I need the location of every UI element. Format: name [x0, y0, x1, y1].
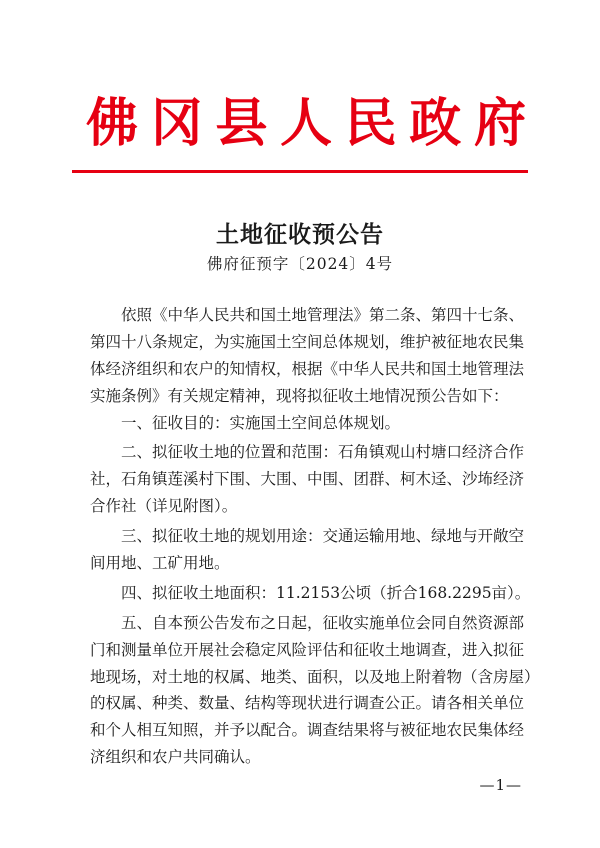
- body-line: 体经济组织和农户的知情权，根据《中华人民共和国土地管理法: [90, 359, 525, 378]
- header-char: 民: [344, 93, 397, 154]
- issuer-header: [86, 92, 526, 156]
- body-line: 间用地、工矿用地。: [90, 554, 230, 573]
- document-number: 佛府征预字〔2024〕4号: [206, 255, 394, 273]
- body-line: 社，石角镇莲溪村下围、大围、中围、团群、柯木迳、沙㘵经济: [90, 470, 525, 489]
- header-char: 县: [215, 93, 268, 154]
- document-title: 土地征收预公告: [216, 221, 384, 248]
- body-line: 四、拟征收土地面积：11.2153公顷（折合168.2295亩）。: [121, 583, 531, 602]
- body-line: 合作社（详见附图）。: [90, 497, 238, 516]
- body-line: 第四十八条规定，为实施国土空间总体规划，维护被征地农民集: [90, 332, 525, 351]
- body-line: 门和测量单位开展社会稳定风险评估和征收土地调查，进入拟征: [90, 640, 525, 659]
- header-char: 冈: [150, 93, 203, 154]
- body-line: 和个人相互知照，并予以配合。调查结果将与被征地农民集体经: [90, 721, 525, 740]
- body-line: 二、拟征收土地的位置和范围：石角镇观山村塘口经济合作: [121, 443, 525, 462]
- page-number: —1—: [479, 776, 522, 794]
- body-line: 一、征收目的：实施国土空间总体规划。: [121, 413, 401, 432]
- red-divider: [72, 170, 528, 173]
- body-line: 依照《中华人民共和国土地管理法》第二条、第四十七条、: [121, 306, 525, 324]
- header-char: 人: [279, 93, 332, 154]
- body-line: 三、拟征收土地的规划用途：交通运输用地、绿地与开敞空: [121, 527, 525, 546]
- document-body: [90, 302, 540, 771]
- body-line: 实施条例》有关规定精神，现将拟征收土地情况预公告如下：: [90, 386, 509, 405]
- body-line: 的权属、种类、数量、结构等现状进行调查公正。请各相关单位: [90, 694, 525, 713]
- header-char: 府: [473, 93, 526, 154]
- header-char: 政: [409, 93, 462, 154]
- body-line: 济组织和农户共同确认。: [90, 748, 261, 767]
- body-line: 五、自本预公告发布之日起，征收实施单位会同自然资源部: [121, 613, 525, 632]
- header-char: 佛: [86, 93, 139, 154]
- body-line: 地现场，对土地的权属、地类、面积，以及地上附着物（含房屋）: [90, 667, 540, 686]
